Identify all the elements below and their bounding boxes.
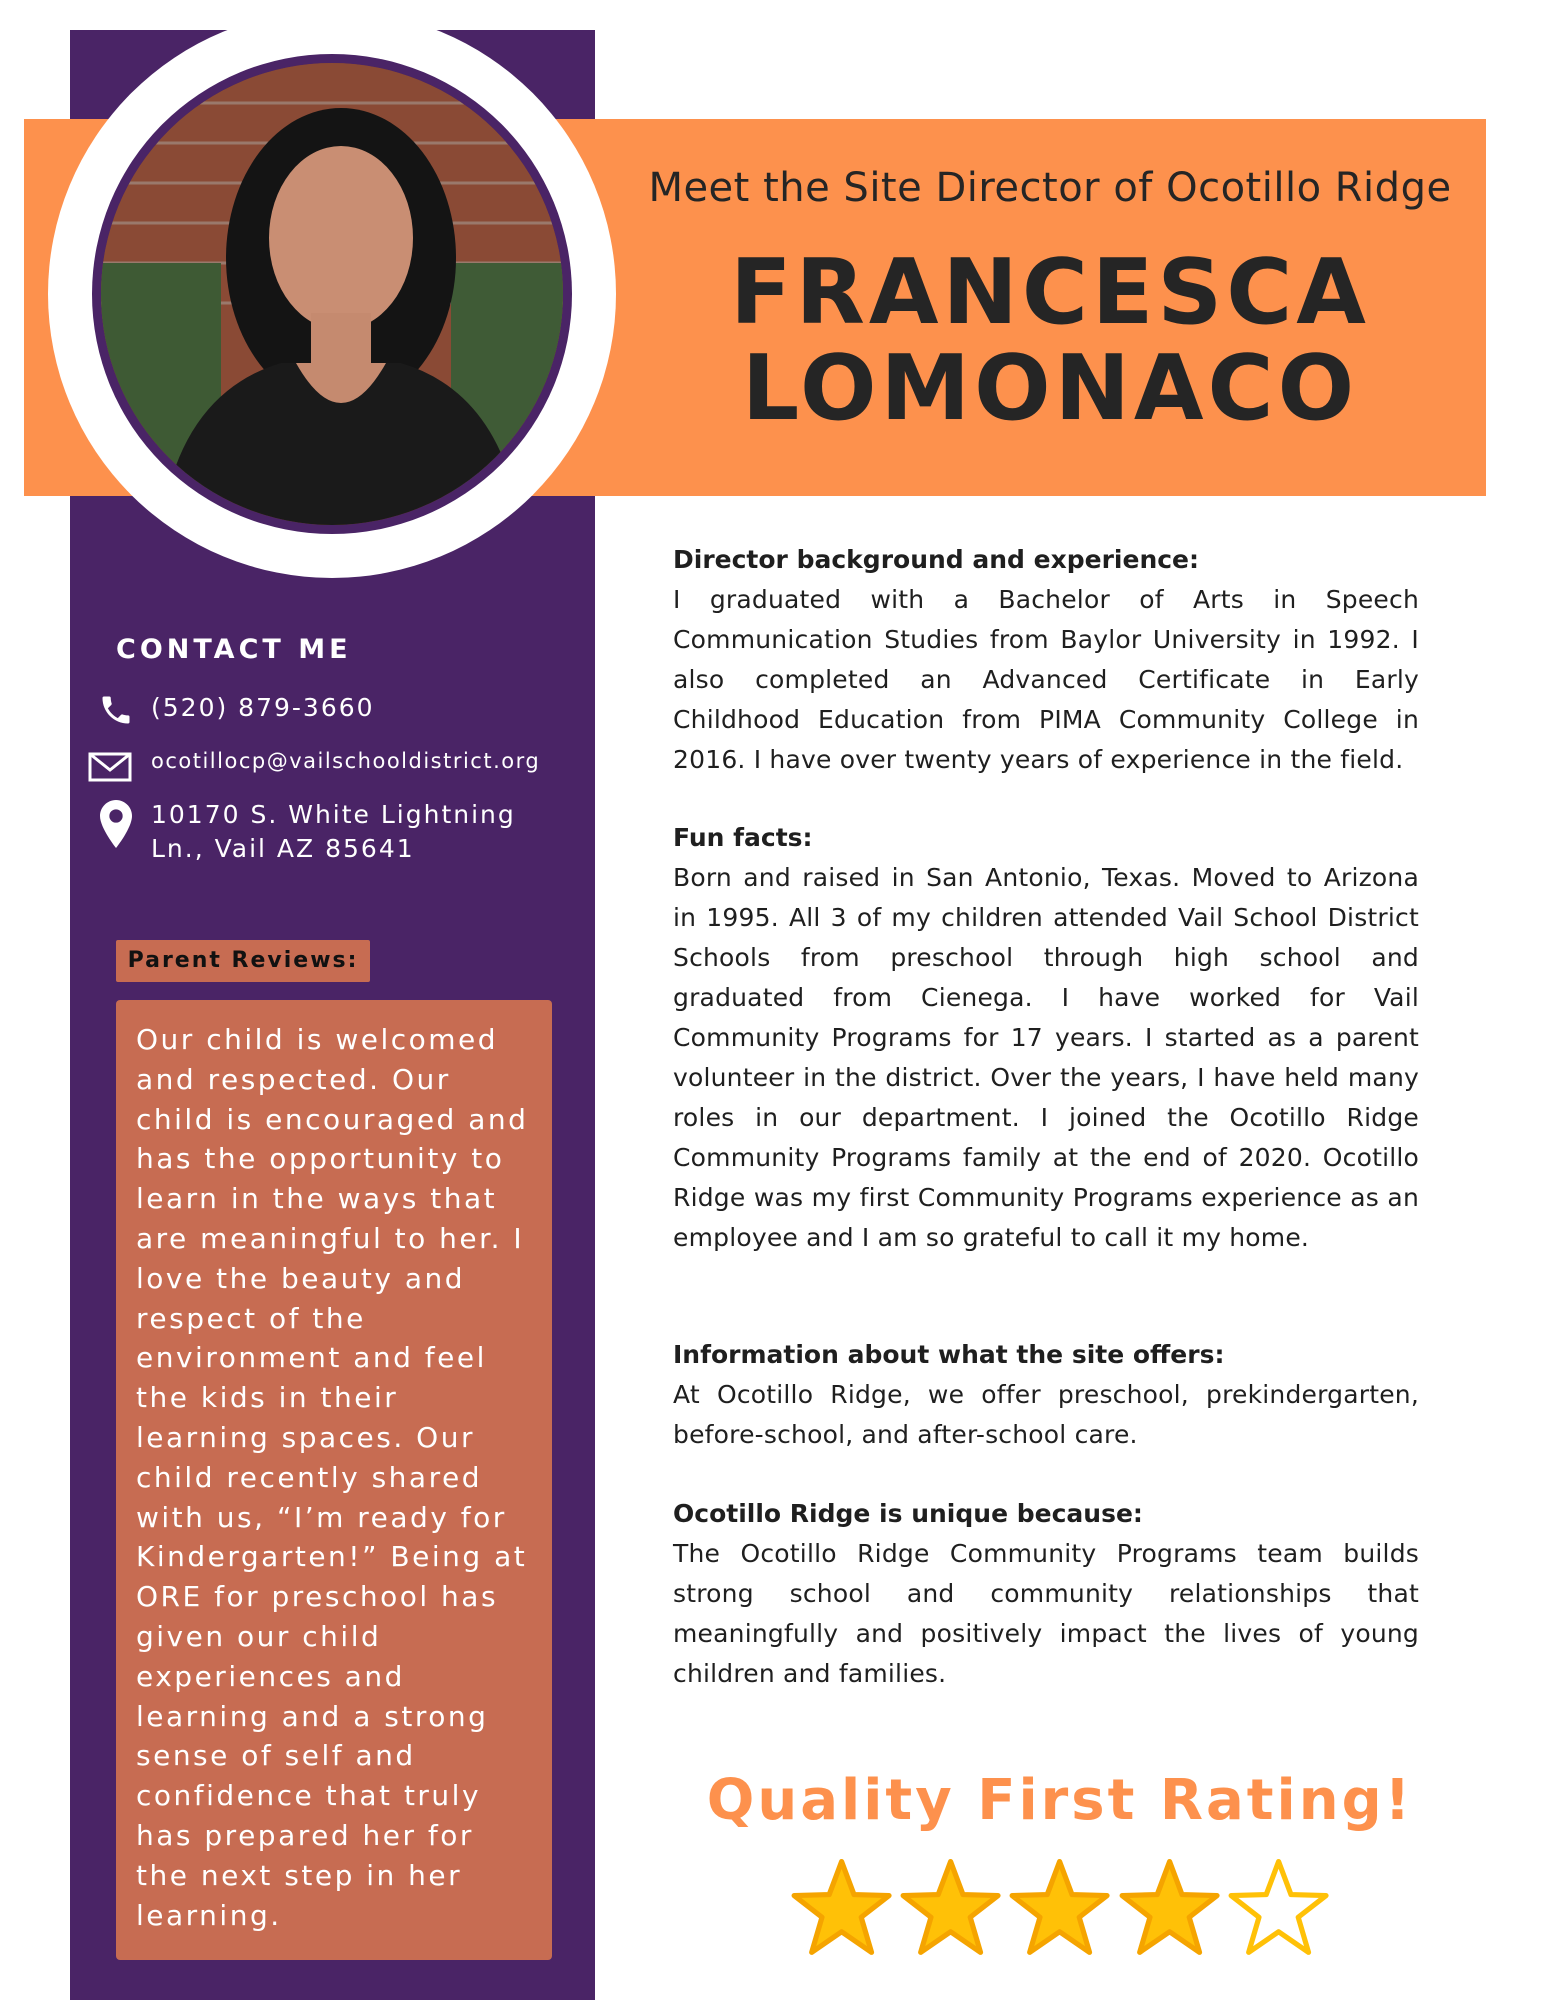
section-fun-facts [673,818,1419,1258]
section-heading: Director background and experience: [673,545,1200,574]
parent-review-card [116,1000,552,1960]
star-rating [790,1857,1330,1973]
email-address[interactable]: ocotillocp@vailschooldistrict.org [151,749,541,773]
section-unique [673,1494,1419,1694]
page-subtitle: Meet the Site Director of Ocotillo Ridge [648,165,1452,211]
star-filled-icon [899,1857,1002,1961]
email-icon [88,752,132,786]
star-filled-icon [1118,1857,1221,1961]
section-heading: Ocotillo Ridge is unique because: [673,1499,1143,1528]
parent-reviews-label: Parent Reviews: [116,940,370,982]
parent-review-text: Our child is welcomed and respected. Our child is encouraged and has the opportunity to learn in the ways that are meaningful to her. I love the beauty and respect of the environment and feel the kids in their learning spaces. Our child recently shared with us, “I’m ready for Kindergarten!” Being at ORE for preschool has given our child experiences and learning and a strong sense of self and confidence that truly has prepared her for the next step in her learning. [136,1023,529,1932]
star-filled-icon [790,1857,893,1961]
name-line-1: FRANCESCA [730,240,1370,345]
section-background [673,540,1419,780]
phone-icon [98,692,134,732]
quality-rating-title: Quality First Rating! [706,1768,1414,1833]
section-body: Born and raised in San Antonio, Texas. Moved to Arizona in 1995. All 3 of my children attended Vail School District Schools from preschool through high school and graduated from Cienega. I have worked for Vail Community Programs for 17 years. I started as a parent volunteer in the district. Over the years, I have held many roles in our department. I joined the Ocotillo Ridge Community Programs family at the end of 2020. Ocotillo Ridge was my first Community Programs experience as an employee and I am so grateful to call it my home. [673,863,1419,1252]
phone-number[interactable]: (520) 879-3660 [151,693,375,722]
section-body: At Ocotillo Ridge, we offer preschool, prekindergarten, before-school, and after-school care. [673,1380,1419,1449]
section-site-offers [673,1335,1419,1455]
director-photo [101,63,563,525]
address [151,798,516,866]
name-line-2: LOMONACO [741,336,1359,441]
section-body: I graduated with a Bachelor of Arts in Speech Communication Studies from Baylor University in 1992. I also completed an Advanced Certificate in Early Childhood Education from PIMA Community College in 2016. I have over twenty years of experience in the field. [673,585,1419,774]
director-name [610,240,1490,441]
address-line-1: 10170 S. White Lightning [151,800,516,829]
address-line-2: Ln., Vail AZ 85641 [151,834,415,863]
section-heading: Fun facts: [673,823,813,852]
star-filled-icon [1008,1857,1111,1961]
location-pin-icon [100,800,132,852]
star-empty-icon [1227,1857,1330,1961]
contact-title: CONTACT ME [116,634,352,665]
section-heading: Information about what the site offers: [673,1340,1225,1369]
section-body: The Ocotillo Ridge Community Programs team builds strong school and community relationships that meaningfully and positively impact the lives of young children and families. [673,1539,1419,1688]
